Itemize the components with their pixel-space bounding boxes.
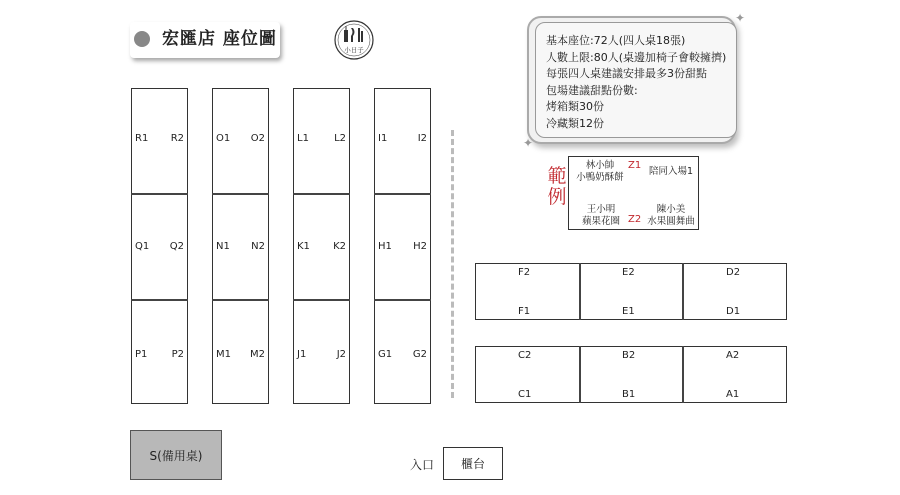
seat-label[interactable]: F2 <box>518 267 531 278</box>
info-line: 基本座位:72人(四人桌18張) <box>546 34 686 47</box>
sparkle-icon: ✦ <box>735 11 746 25</box>
table-divider <box>212 299 269 301</box>
seat-label[interactable]: B2 <box>622 350 636 361</box>
seat-label[interactable]: O2 <box>250 133 265 144</box>
logo-text: 小日子 <box>344 46 364 54</box>
seat-label[interactable]: J1 <box>297 349 307 360</box>
table-divider <box>293 299 350 301</box>
table-column <box>131 88 188 404</box>
seat-label[interactable]: I2 <box>417 133 427 144</box>
seat-label[interactable]: I1 <box>378 133 388 144</box>
seat-label[interactable]: Q2 <box>169 241 184 252</box>
table-divider <box>131 193 188 195</box>
seat-label[interactable]: A1 <box>726 389 740 400</box>
seat-label[interactable]: G1 <box>378 349 393 360</box>
seat-label[interactable]: D2 <box>726 267 741 278</box>
table-column <box>293 88 350 404</box>
seat-label[interactable]: P1 <box>135 349 148 360</box>
seat-label[interactable]: L2 <box>334 133 346 144</box>
seat-label[interactable]: E1 <box>622 306 635 317</box>
bakery-logo-icon <box>334 18 374 62</box>
seat-label[interactable]: H2 <box>413 241 427 252</box>
seat-label[interactable]: R1 <box>135 133 149 144</box>
counter-box: 櫃台 <box>443 447 503 480</box>
example-label <box>546 166 568 208</box>
example-z1-note: 陪同入場1 <box>649 166 694 177</box>
dashed-divider <box>451 130 454 398</box>
table-divider <box>374 193 431 195</box>
example-z1-name: 林小帥 <box>585 160 615 171</box>
example-table <box>568 156 699 230</box>
example-z2-guest-item: 水果圓舞曲 <box>647 216 695 227</box>
page-title: 宏匯店 座位圖 <box>162 29 277 49</box>
spare-table[interactable]: S(備用桌) <box>130 430 222 480</box>
info-line: 人數上限:80人(桌邊加椅子會較擁擠) <box>546 50 727 64</box>
bullet-dot-icon <box>134 31 150 47</box>
table-divider <box>682 346 684 403</box>
seat-label[interactable]: F1 <box>518 306 531 317</box>
seat-label[interactable]: M1 <box>216 349 231 360</box>
table-row-bottom <box>475 346 787 403</box>
info-line: 包場建議甜點份數: <box>546 83 638 97</box>
example-z2-name: 王小明 <box>586 204 616 215</box>
table-divider <box>682 263 684 320</box>
example-z1-item: 小鴨奶酥餅 <box>576 172 624 183</box>
info-line: 烤箱類30份 <box>546 100 604 113</box>
sparkle-icon: ✦ <box>523 136 534 150</box>
example-z2-guest-name: 陳小美 <box>656 204 686 215</box>
table-divider <box>131 299 188 301</box>
example-z1-code: Z1 <box>628 160 642 171</box>
example-z2-code: Z2 <box>628 214 642 225</box>
table-row-top <box>475 263 787 320</box>
info-line: 每張四人桌建議安排最多3份甜點 <box>546 67 707 80</box>
table-divider <box>293 193 350 195</box>
example-label-top: 範 <box>547 165 567 187</box>
seat-label[interactable]: G2 <box>412 349 427 360</box>
seat-label[interactable]: K2 <box>333 241 346 252</box>
table-column <box>212 88 269 404</box>
table-divider <box>579 263 581 320</box>
seat-label[interactable]: R2 <box>170 133 184 144</box>
info-text <box>546 33 726 132</box>
seat-label[interactable]: N2 <box>251 241 265 252</box>
seat-label[interactable]: L1 <box>297 133 309 144</box>
table-divider <box>212 193 269 195</box>
example-z2-item: 蘋果花圈 <box>581 216 620 227</box>
table-column <box>374 88 431 404</box>
seat-label[interactable]: K1 <box>297 241 310 252</box>
seat-label[interactable]: N1 <box>216 241 230 252</box>
example-z2-guest <box>579 204 623 228</box>
seat-label[interactable]: J2 <box>336 349 346 360</box>
entrance-label: 入口 <box>410 458 435 472</box>
table-divider <box>579 346 581 403</box>
seat-label[interactable]: P2 <box>171 349 184 360</box>
example-z2-guest2 <box>645 204 697 228</box>
seat-label[interactable]: H1 <box>378 241 392 252</box>
seat-label[interactable]: M2 <box>250 349 265 360</box>
table-divider <box>374 299 431 301</box>
info-line: 冷藏類12份 <box>546 116 604 130</box>
seat-label[interactable]: E2 <box>622 267 635 278</box>
seat-label[interactable]: D1 <box>726 306 741 317</box>
seat-label[interactable]: B1 <box>622 389 636 400</box>
seat-label[interactable]: A2 <box>726 350 740 361</box>
seat-label[interactable]: O1 <box>216 133 231 144</box>
seat-label[interactable]: C2 <box>518 350 532 361</box>
example-z1-guest <box>573 160 627 184</box>
example-label-bottom: 例 <box>547 186 567 208</box>
seat-label[interactable]: Q1 <box>135 241 150 252</box>
seat-label[interactable]: C1 <box>518 389 532 400</box>
